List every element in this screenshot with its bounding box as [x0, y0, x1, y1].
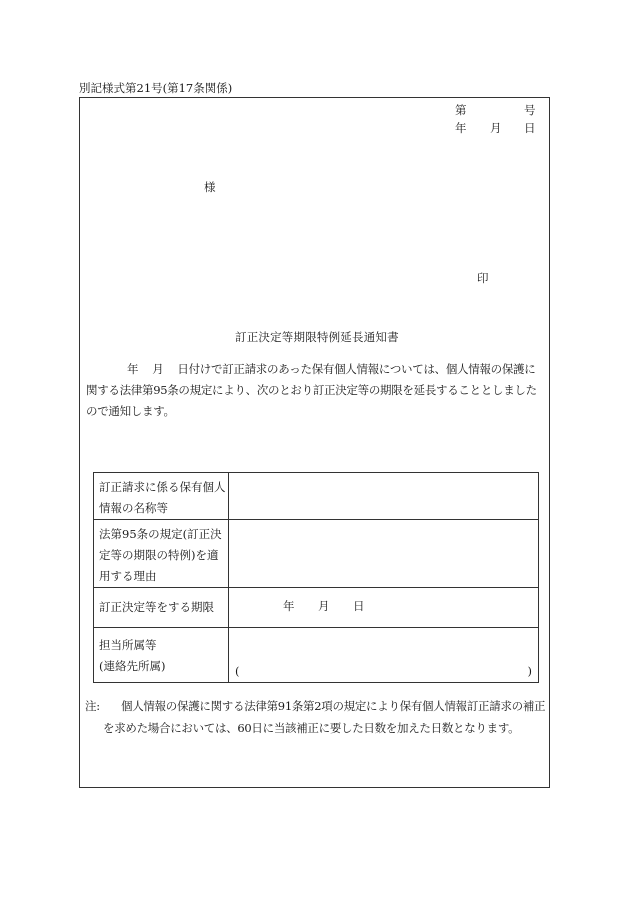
seal-mark: 印 [477, 271, 489, 285]
row-value-record-name[interactable] [229, 473, 539, 520]
table-row [94, 520, 539, 588]
row-value-reason[interactable] [229, 520, 539, 588]
table-row [94, 473, 539, 520]
row-label-department: 担当所属等 (連絡先所属) [94, 628, 229, 683]
row-value-department[interactable] [229, 628, 539, 683]
footnote [85, 695, 547, 739]
row-value-deadline[interactable] [229, 588, 539, 628]
date-day: 日 [524, 121, 536, 135]
footnote-label: 注: [85, 699, 100, 713]
number-prefix: 第 [455, 103, 467, 117]
body-paragraph [86, 359, 546, 422]
deadline-day: 日 [353, 599, 365, 613]
body-year: 年 [127, 362, 139, 376]
document-title: 訂正決定等期限特例延長通知書 [235, 330, 399, 344]
contact-paren-open: ( [235, 664, 240, 678]
date-year: 年 [455, 121, 467, 135]
deadline-month: 月 [318, 599, 330, 613]
body-month: 月 [152, 362, 164, 376]
info-table [93, 472, 539, 683]
notice-form [79, 97, 550, 788]
recipient-suffix: 様 [204, 180, 216, 194]
row-label-reason: 法第95条の規定(訂正決定等の期限の特例)を適用する理由 [94, 520, 229, 588]
footnote-text: 個人情報の保護に関する法律第91条第2項の規定により保有個人情報訂正請求の補正を求めた場合においては、60日に当該補正に要した日数を加えた日数となります。 [103, 699, 546, 735]
row-label-deadline: 訂正決定等をする期限 [94, 588, 229, 628]
body-text: 日付けで訂正請求のあった保有個人情報については、個人情報の保護に関する法律第95条の規定により、次のとおり訂正決定等の期限を延長することとしましたので通知します。 [86, 362, 537, 418]
deadline-year: 年 [283, 599, 295, 613]
row-label-record-name: 訂正請求に係る保有個人情報の名称等 [94, 473, 229, 520]
number-suffix: 号 [524, 103, 536, 117]
table-row [94, 628, 539, 683]
table-row [94, 588, 539, 628]
date-month: 月 [490, 121, 502, 135]
form-caption: 別記様式第21号(第17条関係) [79, 81, 233, 95]
contact-paren-close: ) [527, 664, 532, 678]
